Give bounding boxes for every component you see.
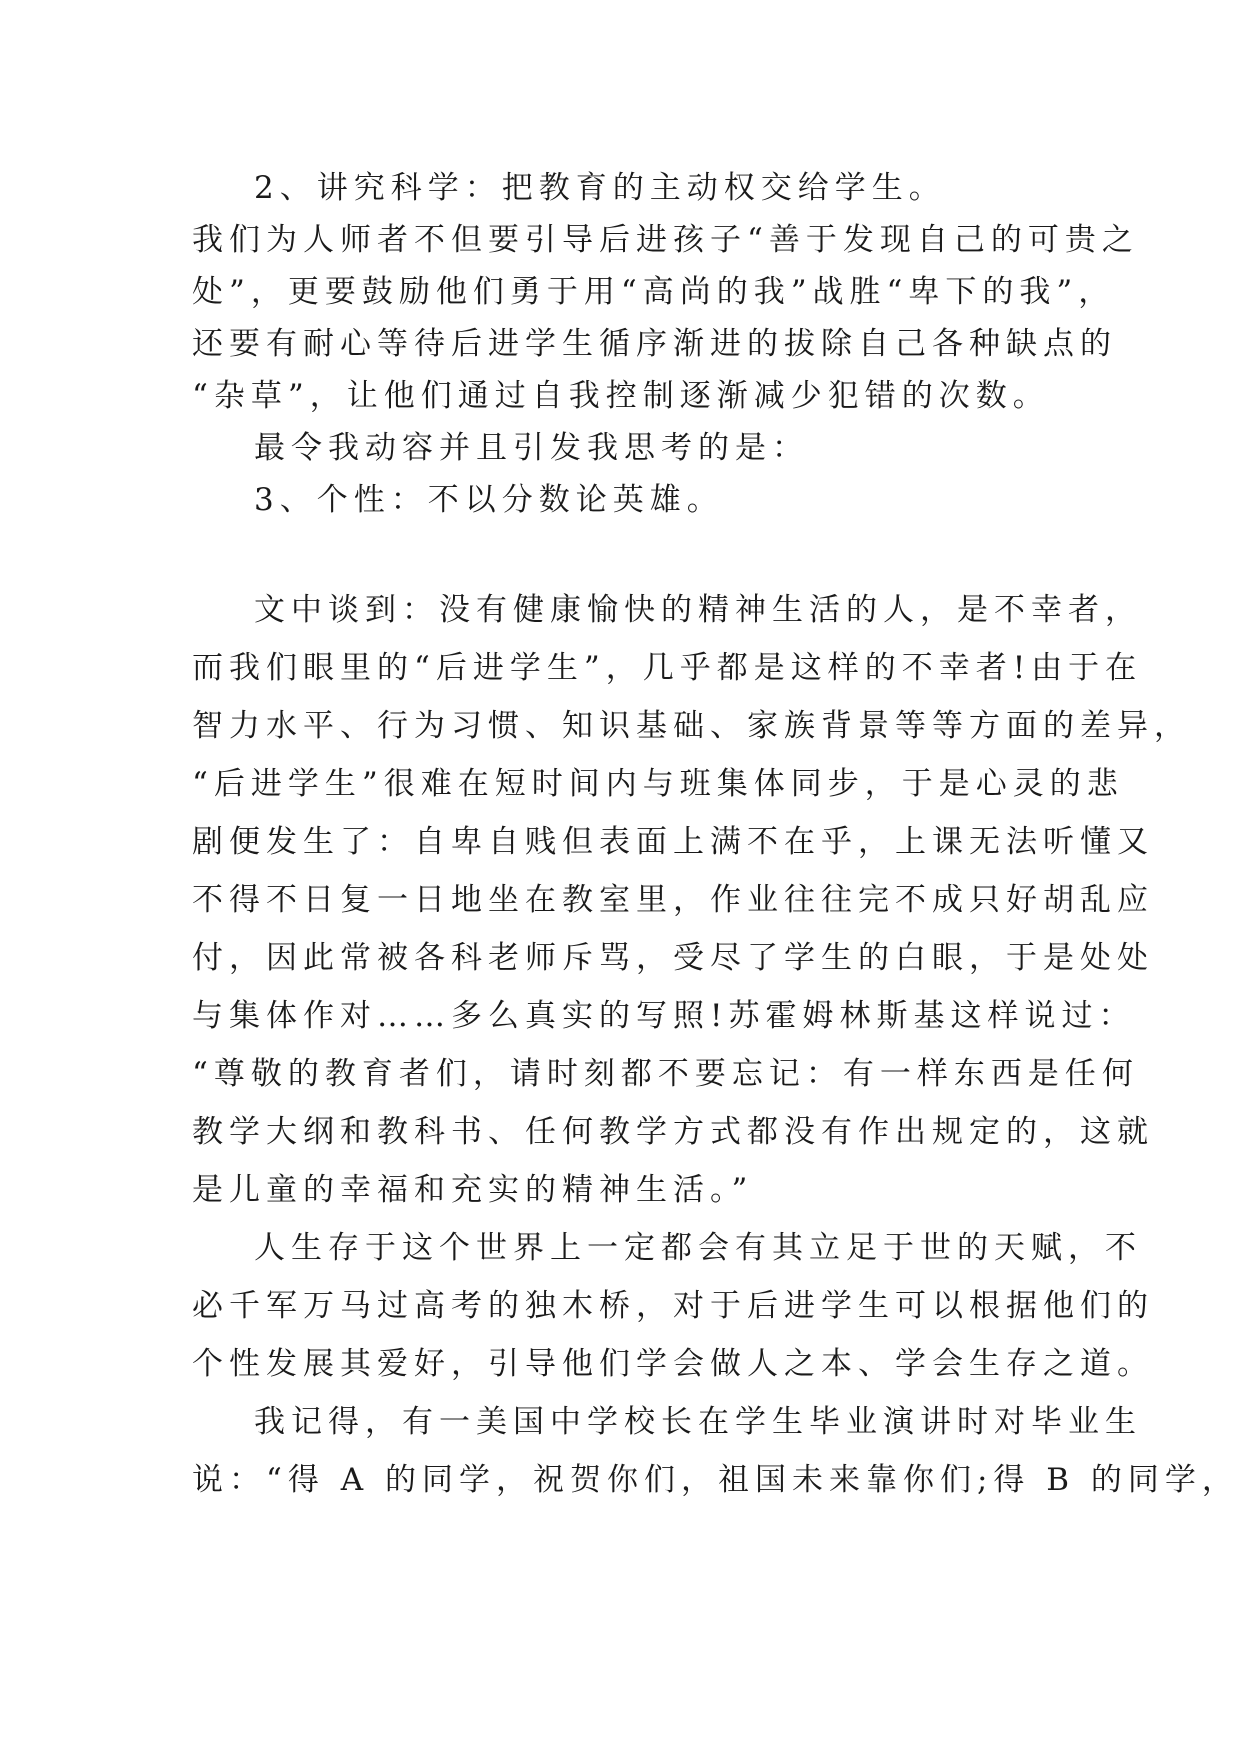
text-line-1: 2、讲究科学：把教育的主动权交给学生。 (254, 170, 946, 206)
text-line-18: 是儿童的幸福和充实的精神生活。” (192, 1172, 754, 1208)
text-line-16: “尊敬的教育者们，请时刻都不要忘记：有一样东西是任何 (192, 1056, 1139, 1092)
text-line-22: 我记得，有一美国中学校长在学生毕业演讲时对毕业生 (254, 1404, 1142, 1440)
text-line-5: “杂草”，让他们通过自我控制逐渐减少犯错的次数。 (192, 378, 1050, 414)
text-line-17: 教学大纲和教科书、任何教学方式都没有作出规定的，这就 (192, 1114, 1154, 1150)
text-line-7: 3、个性：不以分数论英雄。 (254, 482, 724, 518)
text-line-9: 而我们眼里的“后进学生”，几乎都是这样的不幸者!由于在 (192, 650, 1143, 686)
text-line-13: 不得不日复一日地坐在教室里，作业往往完不成只好胡乱应 (192, 882, 1154, 918)
text-line-15: 与集体作对……多么真实的写照!苏霍姆林斯基这样说过： (192, 998, 1136, 1034)
text-line-2: 我们为人师者不但要引导后进孩子“善于发现自己的可贵之 (192, 222, 1139, 258)
text-line-20: 必千军万马过高考的独木桥，对于后进学生可以根据他们的 (192, 1288, 1154, 1324)
text-line-23: 说：“得 A 的同学，祝贺你们，祖国未来靠你们;得 B 的同学， (192, 1462, 1239, 1498)
text-line-21: 个性发展其爱好，引导他们学会做人之本、学会生存之道。 (192, 1346, 1154, 1382)
text-line-14: 付，因此常被各科老师斥骂，受尽了学生的白眼，于是处处 (192, 940, 1154, 976)
text-line-19: 人生存于这个世界上一定都会有其立足于世的天赋，不 (254, 1230, 1142, 1266)
text-line-4: 还要有耐心等待后进学生循序渐进的拔除自己各种缺点的 (192, 326, 1117, 362)
text-line-8: 文中谈到：没有健康愉快的精神生活的人，是不幸者， (254, 592, 1142, 628)
text-line-10: 智力水平、行为习惯、知识基础、家族背景等等方面的差异， (192, 708, 1191, 744)
text-line-6: 最令我动容并且引发我思考的是： (254, 430, 809, 466)
text-line-3: 处”，更要鼓励他们勇于用“高尚的我”战胜“卑下的我”， (192, 274, 1116, 310)
text-line-11: “后进学生”很难在短时间内与班集体同步，于是心灵的悲 (192, 766, 1124, 802)
text-line-12: 剧便发生了：自卑自贱但表面上满不在乎，上课无法听懂又 (192, 824, 1154, 860)
